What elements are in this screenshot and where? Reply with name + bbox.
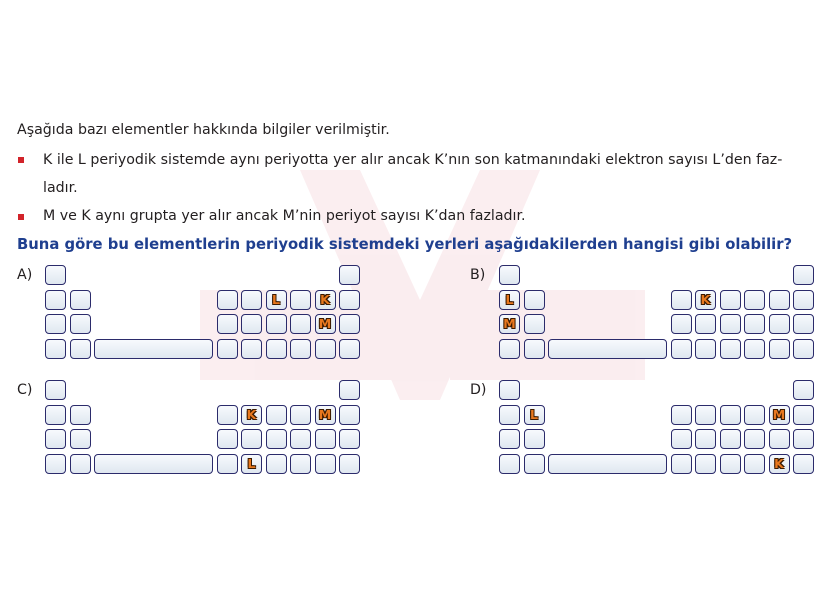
periodic-cell [339,265,360,285]
periodic-cell [45,405,66,425]
periodic-cell [339,314,360,334]
intro-text: Aşağıda bazı elementler hakkında bilgiler verilmiştir. [17,122,390,138]
element-symbol-m: M [503,316,516,331]
periodic-cell [744,429,765,449]
periodic-cell [720,429,741,449]
periodic-cell [339,454,360,474]
periodic-cell [45,290,66,310]
transition-block-bar [94,339,213,359]
periodic-cell [45,454,66,474]
element-symbol-m: M [772,406,786,422]
bullet-marker [18,214,24,220]
periodic-cell [241,290,262,310]
periodic-cell [793,265,814,285]
periodic-cell [769,339,790,359]
periodic-cell [499,454,520,474]
periodic-cell [695,454,716,474]
periodic-cell [793,314,814,334]
periodic-cell [45,339,66,359]
bullet-marker [18,157,24,163]
periodic-cell [793,429,814,449]
element-symbol-k: K [320,291,330,307]
periodic-cell [499,265,520,285]
periodic-cell [744,290,765,310]
periodic-cell [744,314,765,334]
periodic-cell [499,405,520,425]
periodic-cell [45,429,66,449]
periodic-cell [524,290,545,310]
periodic-cell [266,429,287,449]
periodic-cell [720,290,741,310]
periodic-cell [499,429,520,449]
periodic-cell [524,429,545,449]
periodic-cell [695,429,716,449]
periodic-cell [769,314,790,334]
periodic-cell [70,290,91,310]
option-b-label[interactable]: B) [470,267,486,283]
periodic-cell [769,429,790,449]
bullet-2-text: M ve K aynı grupta yer alır ancak M’nin periyot sayısı K’dan fazladır. [43,208,526,224]
element-symbol-l: L [530,406,538,422]
element-symbol-k: K [700,291,711,307]
periodic-cell [241,339,262,359]
periodic-cell [266,339,287,359]
periodic-cell [744,454,765,474]
periodic-cell [266,314,287,334]
periodic-cell [217,314,238,334]
bullet-1-line-2: ladır. [43,180,78,196]
element-symbol-l: L [505,291,514,307]
periodic-cell [45,265,66,285]
periodic-cell [339,405,360,425]
periodic-cell [70,405,91,425]
periodic-cell [70,429,91,449]
periodic-cell [70,454,91,474]
periodic-cell [499,380,520,400]
periodic-cell [315,454,336,474]
option-c-periodic-table [45,380,363,482]
periodic-cell [217,339,238,359]
periodic-cell [217,290,238,310]
transition-block-bar [548,339,667,359]
periodic-cell [339,429,360,449]
periodic-cell [671,290,692,310]
periodic-cell [217,429,238,449]
periodic-cell [744,339,765,359]
periodic-cell [793,454,814,474]
element-symbol-k: K [246,406,257,422]
periodic-cell [671,454,692,474]
periodic-cell [339,339,360,359]
periodic-cell [720,339,741,359]
option-d-periodic-table [499,380,817,482]
periodic-cell [290,429,311,449]
periodic-cell [769,290,790,310]
periodic-cell [241,314,262,334]
option-c-label[interactable]: C) [17,382,33,398]
periodic-cell [290,290,311,310]
periodic-cell [524,314,545,334]
periodic-cell [793,405,814,425]
periodic-cell [695,314,716,334]
periodic-cell [290,339,311,359]
periodic-cell [45,380,66,400]
periodic-cell [315,339,336,359]
periodic-cell [793,380,814,400]
option-a-label[interactable]: A) [17,267,33,283]
periodic-cell [671,339,692,359]
periodic-cell [720,405,741,425]
periodic-cell [671,314,692,334]
periodic-cell [70,339,91,359]
question-text: Buna göre bu elementlerin periyodik sistemdeki yerleri aşağıdakilerden hangisi gibi olabilir? [17,236,793,253]
periodic-cell [671,405,692,425]
periodic-cell [793,339,814,359]
element-symbol-k: K [774,455,784,471]
periodic-cell [290,405,311,425]
periodic-cell [720,454,741,474]
option-d-label[interactable]: D) [470,382,487,398]
periodic-cell [241,429,262,449]
option-b-periodic-table [499,265,817,367]
periodic-cell [266,454,287,474]
periodic-cell [266,405,287,425]
periodic-cell [524,454,545,474]
bullet-1-line-1: K ile L periyodik sistemde aynı periyotta yer alır ancak K’nın son katmanındaki elektron sayısı L’den faz- [43,152,783,168]
periodic-cell [339,290,360,310]
element-symbol-m: M [318,406,332,422]
periodic-cell [70,314,91,334]
periodic-cell [339,380,360,400]
element-symbol-l: L [272,291,280,307]
transition-block-bar [94,454,213,474]
element-symbol-l: L [247,455,256,471]
option-a-periodic-table [45,265,363,367]
element-symbol-m: M [318,316,332,331]
periodic-cell [217,405,238,425]
periodic-cell [695,405,716,425]
periodic-cell [720,314,741,334]
periodic-cell [45,314,66,334]
periodic-cell [499,339,520,359]
periodic-cell [217,454,238,474]
transition-block-bar [548,454,667,474]
periodic-cell [290,454,311,474]
periodic-cell [290,314,311,334]
periodic-cell [315,429,336,449]
periodic-cell [671,429,692,449]
periodic-cell [744,405,765,425]
periodic-cell [695,339,716,359]
periodic-cell [793,290,814,310]
periodic-cell [524,339,545,359]
